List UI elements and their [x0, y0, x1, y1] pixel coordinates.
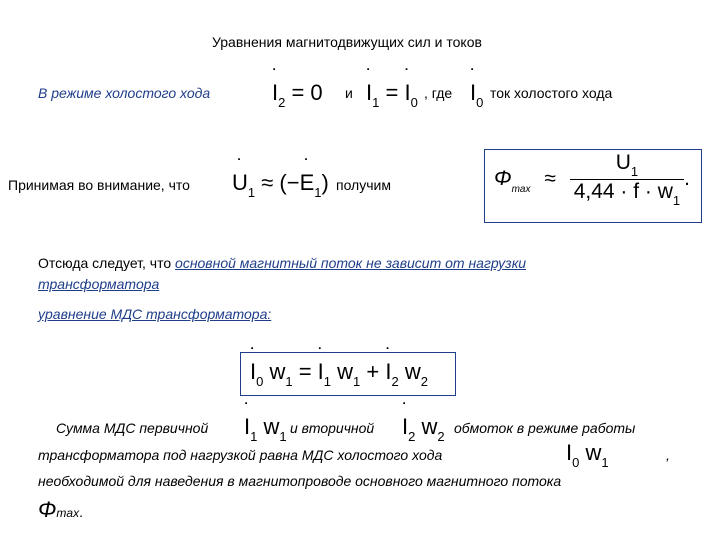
primary-mds-symbol: ˙ $I_1$ $w_1$ [244, 414, 287, 444]
conclusion-line1: Отсюда следует, что основной магнитный поток не зависит от нагрузки [38, 255, 527, 271]
mds-equation: ˙ $I_0$ $w_1$ = ˙ $I_1$ $w_1$ + ˙ $I_2$ $w_2$ [250, 359, 428, 389]
phi-max-symbol: Φmax. [38, 497, 83, 522]
current-symbol: ˙ I [272, 80, 278, 106]
idle-mode-label: В режиме холостого хода [38, 85, 211, 101]
flux-formula: $\Phi_{max}$ ≈ $\frac{U_1}{4,44 \cdot f \cdot w_1}$ . [494, 151, 690, 208]
u1-e1-equation: ˙ $U_1$ ≈ (−˙ $E_1$) [232, 170, 329, 200]
i0-symbol: ˙ $I_0$ [470, 80, 483, 110]
summary-part1: Сумма МДС первичной [56, 420, 209, 436]
considering-label: Принимая во внимание, что [8, 177, 190, 193]
summary-part3: обмоток в режиме работы [454, 420, 636, 436]
summary-line3: необходимой для наведения в магнитопроводе основного магнитного потока [38, 473, 562, 489]
and-word: и [345, 85, 353, 101]
i2-zero-equation: ˙ $I_2 = 0$ [272, 80, 323, 110]
flux-fraction: $\frac{U_1}{4,44 \cdot f \cdot w_1}$ [570, 151, 684, 208]
conclusion-line2: трансформатора [38, 276, 160, 292]
result-word: получим [336, 177, 391, 193]
page-title: Уравнения магнитодвижущих сил и токов [212, 34, 482, 50]
where-word: , где [424, 85, 453, 101]
conclusion-emphasis: основной магнитный поток не зависит от нагрузки [175, 255, 527, 271]
summary-line2: трансформатора под нагрузкой равна МДС холостого хода [38, 447, 443, 463]
summary-part2: и вторичной [290, 420, 375, 436]
secondary-mds-symbol: ˙ $I_2$ $w_2$ [402, 414, 445, 444]
summary-comma: , [666, 447, 670, 463]
mds-heading: уравнение МДС трансформатора: [38, 306, 272, 322]
idle-mds-symbol: ˙ $I_0$ $w_1$ [566, 440, 609, 470]
idle-current-desc: ток холостого хода [490, 85, 613, 101]
i1-i0-equation: ˙ $I_1$ = ˙ $I_0$ [366, 80, 418, 110]
